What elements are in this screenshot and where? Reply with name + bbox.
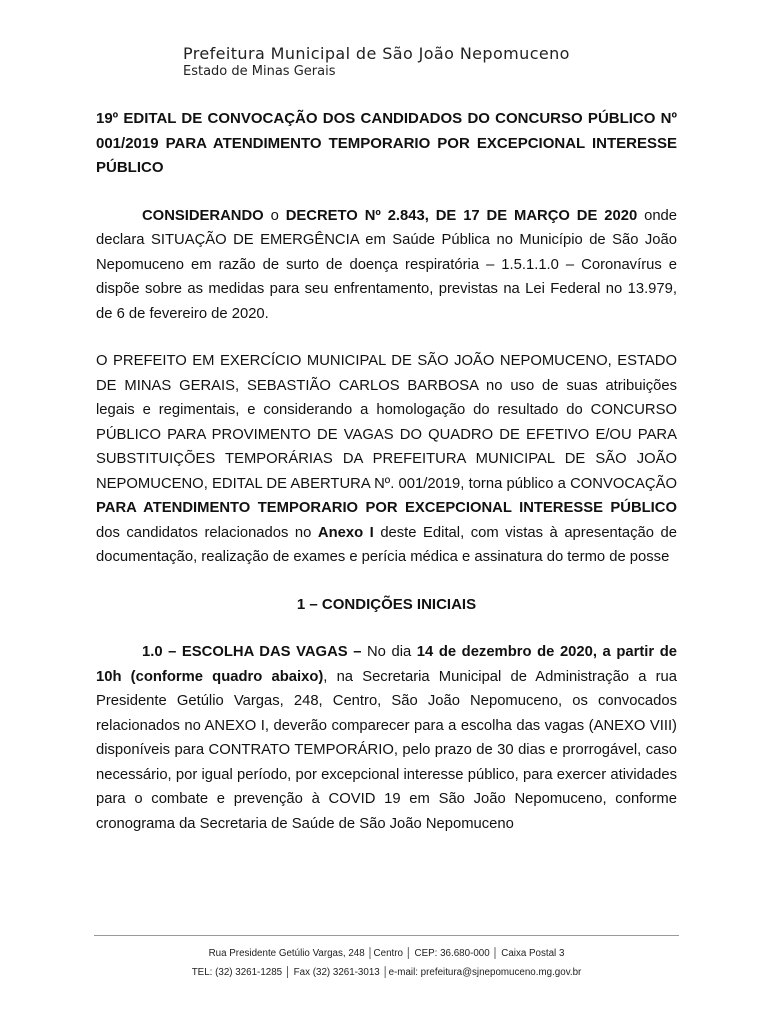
text: O PREFEITO EM EXERCÍCIO MUNICIPAL DE SÃO JOÃO NEPOMUCENO, ESTADO DE MINAS GERAIS, SEBASTIÃO CARLOS BARBOSA no uso de suas atribuições legais e regimentais, e considerando a homologação do resultado do CONCURSO PÚBLICO PARA PROVIMENTO DE VAGAS DO QUADRO DE EFETIVO E/OU PARA SUBSTITUIÇÕES TEMPORÁRIAS DA PREFEITURA MUNICIPAL DE SÃO JOÃO NEPOMUCENO, EDITAL DE ABERTURA Nº. 001/2019, torna público a CONVOCAÇÃO [96, 353, 677, 492]
footer-contact: TEL: (32) 3261-1285 │ Fax (32) 3261-3013 │e-mail: prefeitura@sjnepomuceno.mg.gov.br [191, 967, 582, 978]
state-name: Estado de Minas Gerais [183, 64, 336, 79]
bold-text: CONSIDERANDO [142, 207, 264, 224]
bold-text: 14 de dezembro de 2020, a partir de 10h (conforme quadro abaixo) [96, 644, 677, 685]
footer [94, 944, 679, 982]
text: , na Secretaria Municipal de Administração a rua Presidente Getúlio Vargas, 248, Centro, São João Nepomuceno, os convocados relacionados no ANEXO I, deverão comparecer para a escolha das vagas (ANEXO VIII) disponíveis para CONTRATO TEMPORÁRIO, pelo prazo de 30 dias e prorrogável, caso necessário, por igual período, por excepcional interesse público, para exercer atividades para o combate e prevenção à COVID 19 em São João Nepomuceno, conforme cronograma da Secretaria de Saúde de São João Nepomuceno [96, 668, 677, 832]
text: No dia [361, 644, 417, 660]
bold-text: 1.0 – ESCOLHA DAS VAGAS – [142, 644, 362, 660]
document-title: 19º EDITAL DE CONVOCAÇÃO DOS CANDIDADOS DO CONCURSO PÚBLICO Nº 001/2019 PARA ATENDIMENTO TEMPORARIO POR EXCEPCIONAL INTERESSE PÚBLICO [96, 110, 677, 176]
text: dos candidatos relacionados no [96, 524, 318, 541]
text: onde declara SITUAÇÃO DE EMERGÊNCIA em Saúde Pública no Município de São João Nepomuceno em razão de surto de doença respiratória – 1.5.1.1.0 – Coronavírus e dispõe sobre as medidas para seu enfrentamento, previstas na Lei Federal no 13.979, de 6 de fevereiro de 2020. [96, 207, 678, 322]
text: o [263, 207, 286, 224]
footer-divider [94, 935, 679, 936]
municipality-name: Prefeitura Municipal de São João Nepomuceno [183, 44, 570, 63]
paragraph-escolha-vagas [96, 640, 677, 836]
letterhead [183, 44, 570, 80]
section-heading: 1 – CONDIÇÕES INICIAIS [296, 595, 477, 613]
bold-text: Anexo I [317, 524, 374, 541]
bold-text: PARA ATENDIMENTO TEMPORARIO POR EXCEPCIONAL INTERESSE PÚBLICO [96, 500, 677, 516]
paragraph-considerando [96, 204, 677, 327]
document-body [96, 107, 677, 859]
paragraph-prefeito [96, 349, 677, 570]
text: deste Edital, com vistas à apresentação de documentação, realização de exames e perícia médica e assinatura do termo de posse [96, 524, 677, 565]
footer-address: Rua Presidente Getúlio Vargas, 248 │Centro │ CEP: 36.680-000 │ Caixa Postal 3 [208, 948, 565, 959]
bold-text: DECRETO Nº 2.843, DE 17 DE MARÇO DE 2020 [285, 207, 638, 224]
